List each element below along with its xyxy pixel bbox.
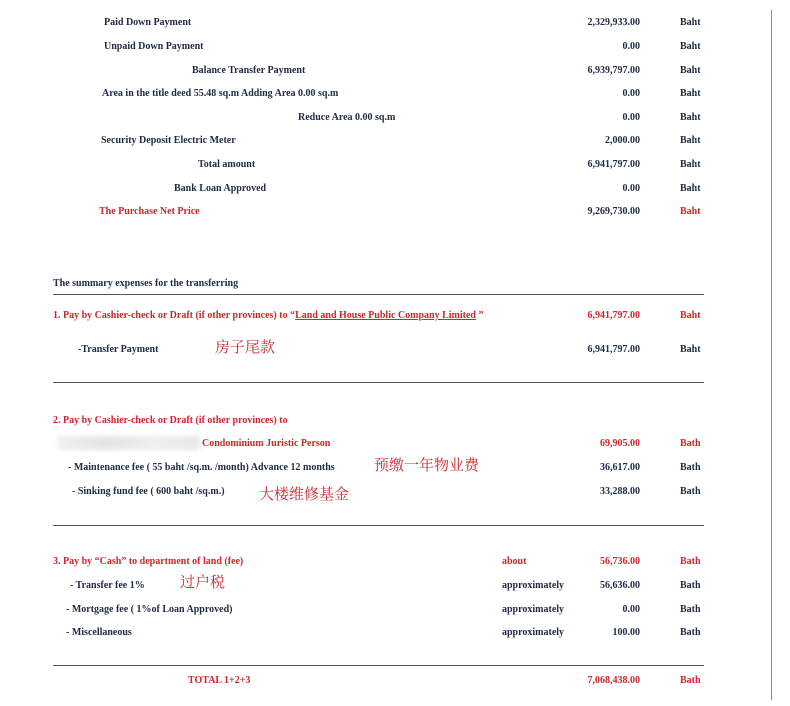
bank-loan-label: Bank Loan Approved xyxy=(174,183,267,194)
divider xyxy=(53,525,704,526)
unpaid-down-unit: Baht xyxy=(680,41,701,52)
section1-heading xyxy=(53,310,483,322)
paid-down-amount: 2,329,933.00 xyxy=(587,17,640,28)
security-deposit-amount: 2,000.00 xyxy=(605,135,640,146)
divider xyxy=(53,665,704,666)
area-title-deed-label: Area in the title deed 55.48 sq.m Adding Area 0.00 sq.m xyxy=(102,88,339,99)
grand-total-label: TOTAL 1+2+3 xyxy=(188,675,251,686)
miscellaneous-unit: Bath xyxy=(680,627,701,638)
security-deposit-label: Security Deposit Electric Meter xyxy=(101,135,236,146)
maintenance-fee-unit: Bath xyxy=(680,462,701,473)
area-title-deed-unit: Baht xyxy=(680,88,701,99)
miscellaneous-qualifier: approximately xyxy=(502,627,565,638)
section3-heading: 3. Pay by “Cash” to department of land (fee) xyxy=(53,556,244,567)
transfer-fee-note: 过户税 xyxy=(180,573,226,591)
miscellaneous-amount: 100.00 xyxy=(612,627,640,638)
section3-amount: 56,736.00 xyxy=(600,556,640,567)
section1-payee-link: Land and House Public Company Limited xyxy=(295,310,476,321)
transfer-fee-qualifier: approximately xyxy=(502,580,565,591)
mortgage-fee-label: - Mortgage fee ( 1%of Loan Approved) xyxy=(66,604,233,615)
section1-heading-pre: 1. Pay by Cashier-check or Draft (if other provinces) to “ xyxy=(53,310,296,321)
sinking-fund-label: - Sinking fund fee ( 600 baht /sq.m.) xyxy=(72,486,225,497)
balance-transfer-label: Balance Transfer Payment xyxy=(192,65,306,76)
bank-loan-amount: 0.00 xyxy=(622,183,640,194)
redacted-name xyxy=(58,436,200,450)
net-price-label: The Purchase Net Price xyxy=(99,206,200,217)
sinking-fund-unit: Bath xyxy=(680,486,701,497)
total-amount-label: Total amount xyxy=(198,159,256,170)
section3-unit: Bath xyxy=(680,556,701,567)
section2-heading: 2. Pay by Cashier-check or Draft (if other provinces) to xyxy=(53,415,288,426)
reduce-area-label: Reduce Area 0.00 sq.m xyxy=(298,112,396,123)
balance-transfer-unit: Baht xyxy=(680,65,701,76)
section3-qualifier: about xyxy=(502,556,527,567)
net-price-unit: Baht xyxy=(680,206,701,217)
paid-down-label: Paid Down Payment xyxy=(104,17,192,28)
section2-payee: Condominium Juristic Person xyxy=(202,438,331,449)
reduce-area-unit: Baht xyxy=(680,112,701,123)
transfer-payment-note: 房子尾款 xyxy=(215,338,276,356)
reduce-area-amount: 0.00 xyxy=(622,112,640,123)
maintenance-fee-note: 预缴一年物业费 xyxy=(374,456,480,474)
page-edge-line xyxy=(771,10,772,700)
maintenance-fee-amount: 36,617.00 xyxy=(600,462,640,473)
section1-unit: Baht xyxy=(680,310,701,321)
transfer-payment-label: -Transfer Payment xyxy=(78,344,159,355)
security-deposit-unit: Baht xyxy=(680,135,701,146)
summary-title: The summary expenses for the transferring xyxy=(53,278,239,289)
divider xyxy=(53,382,704,383)
transfer-payment-amount: 6,941,797.00 xyxy=(587,344,640,355)
transfer-payment-unit: Baht xyxy=(680,344,701,355)
unpaid-down-label: Unpaid Down Payment xyxy=(104,41,204,52)
miscellaneous-label: - Miscellaneous xyxy=(66,627,132,638)
mortgage-fee-unit: Bath xyxy=(680,604,701,615)
unpaid-down-amount: 0.00 xyxy=(622,41,640,52)
section1-amount: 6,941,797.00 xyxy=(587,310,640,321)
mortgage-fee-amount: 0.00 xyxy=(622,604,640,615)
maintenance-fee-label: - Maintenance fee ( 55 baht /sq.m. /month) Advance 12 months xyxy=(68,462,335,473)
mortgage-fee-qualifier: approximately xyxy=(502,604,565,615)
bank-loan-unit: Baht xyxy=(680,183,701,194)
paid-down-unit: Baht xyxy=(680,17,701,28)
area-title-deed-amount: 0.00 xyxy=(622,88,640,99)
transfer-fee-label: - Transfer fee 1% xyxy=(70,580,145,591)
grand-total-amount: 7,068,438.00 xyxy=(587,675,640,686)
total-amount-unit: Baht xyxy=(680,159,701,170)
balance-transfer-amount: 6,939,797.00 xyxy=(587,65,640,76)
transfer-fee-unit: Bath xyxy=(680,580,701,591)
divider xyxy=(53,294,704,295)
sinking-fund-note: 大楼维修基金 xyxy=(259,485,350,503)
transfer-fee-amount: 56,636.00 xyxy=(600,580,640,591)
grand-total-unit: Bath xyxy=(680,675,701,686)
section2-payee-amount: 69,905.00 xyxy=(600,438,640,449)
total-amount-value: 6,941,797.00 xyxy=(587,159,640,170)
section1-heading-post: ” xyxy=(475,310,484,321)
sinking-fund-amount: 33,288.00 xyxy=(600,486,640,497)
net-price-amount: 9,269,730.00 xyxy=(587,206,640,217)
section2-payee-unit: Bath xyxy=(680,438,701,449)
